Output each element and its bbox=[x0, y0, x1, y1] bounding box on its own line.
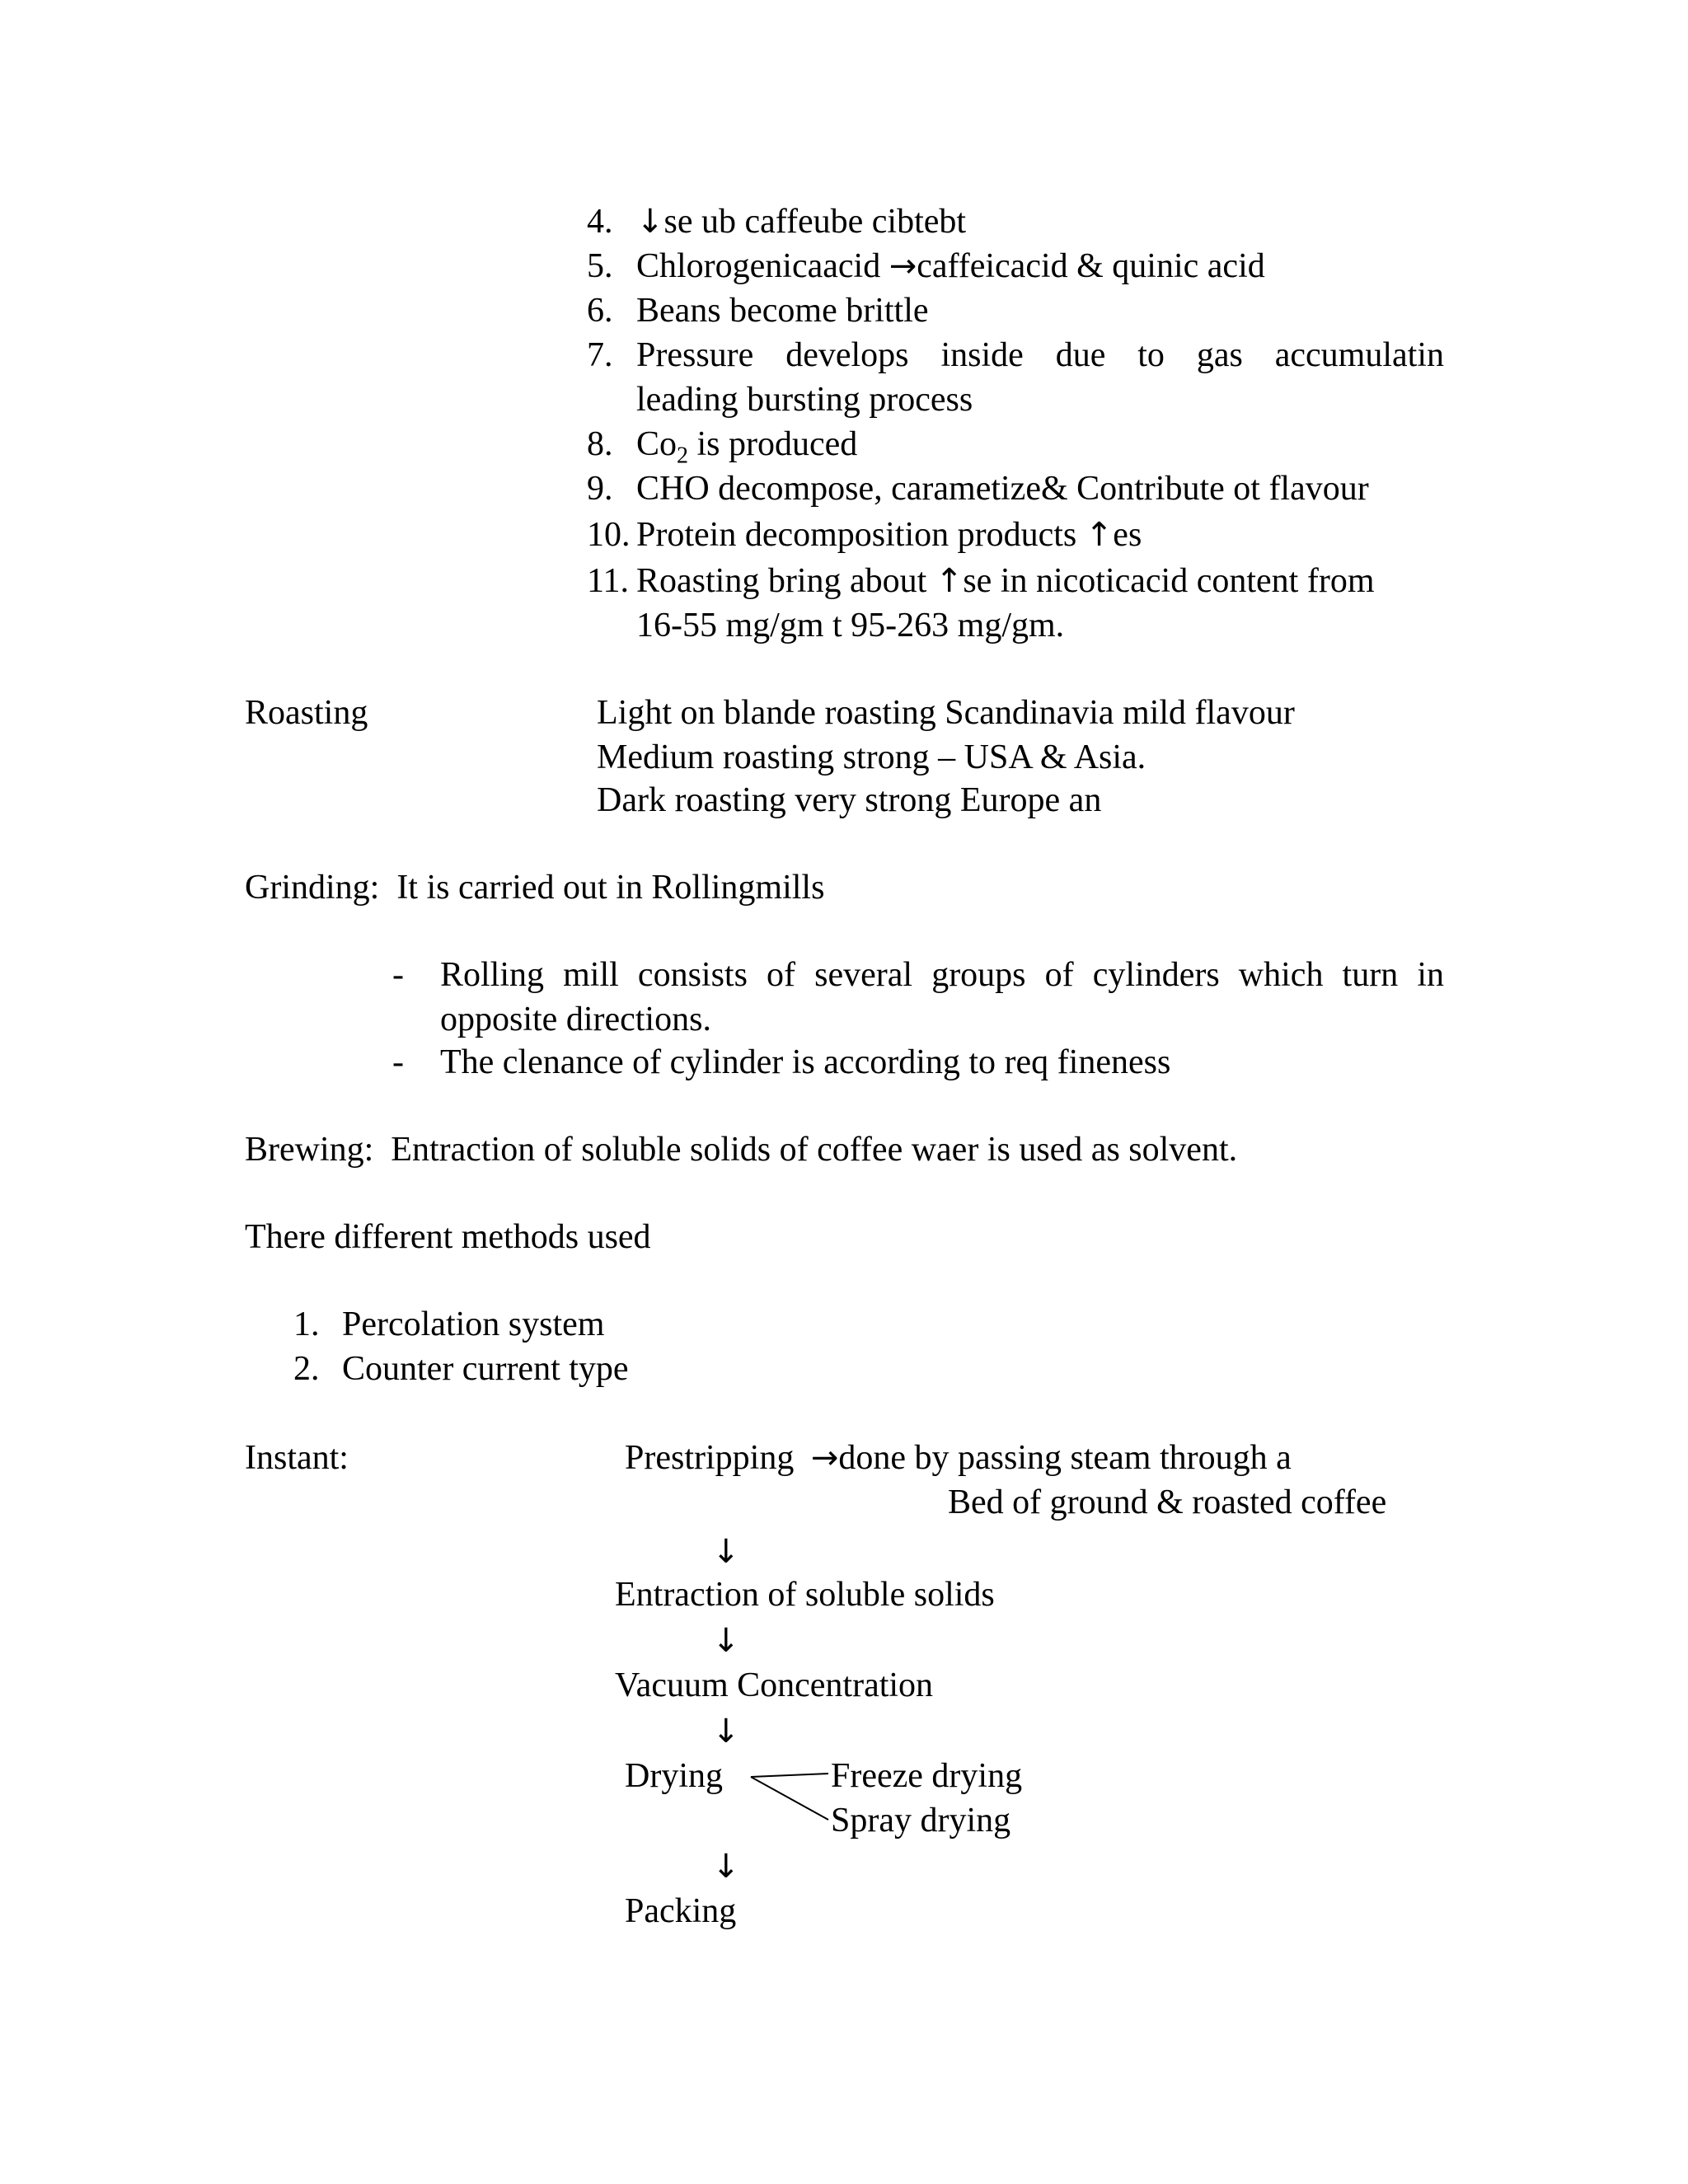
list-item-text: is produced bbox=[688, 425, 858, 463]
list-item-text: Roasting bring about bbox=[636, 562, 935, 600]
flow-step-vacuum-concentration: Vacuum Concentration bbox=[615, 1666, 934, 1704]
methods-intro: There different methods used bbox=[245, 1218, 651, 1256]
roasting-line: Medium roasting strong – USA & Asia. bbox=[597, 738, 1146, 776]
branch-line-spray bbox=[751, 1777, 828, 1820]
down-arrow-icon: ↓ bbox=[636, 203, 664, 241]
prestripping-note: done by passing steam through a bbox=[838, 1439, 1292, 1477]
bullet-text: The clenance of cylinder is according to req fineness bbox=[440, 1043, 1171, 1081]
list-number: 8. bbox=[587, 425, 613, 463]
bullet-dash: - bbox=[392, 956, 404, 994]
bullet-text: opposite directions. bbox=[440, 1001, 711, 1038]
right-arrow-icon: → bbox=[889, 247, 917, 285]
prestripping-note: Bed of ground & roasted coffee bbox=[948, 1483, 1387, 1521]
instant-label: Instant: bbox=[245, 1439, 349, 1477]
bullet-dash: - bbox=[392, 1043, 404, 1081]
list-item-text: Protein decomposition products bbox=[636, 516, 1085, 554]
bullet-text: Rolling mill consists of several groups of cylinders which turn in bbox=[440, 956, 1444, 994]
down-arrow-icon: ↓ bbox=[712, 1848, 740, 1886]
drying-option-spray: Spray drying bbox=[831, 1802, 1011, 1840]
brewing-heading: Brewing: Entraction of soluble solids of coffee waer is used as solvent. bbox=[245, 1131, 1238, 1169]
list-number: 7. bbox=[587, 336, 613, 374]
down-arrow-icon: ↓ bbox=[712, 1622, 740, 1660]
grinding-heading: Grinding: It is carried out in Rollingmills bbox=[245, 869, 825, 907]
list-item-text: leading bursting process bbox=[636, 381, 973, 419]
list-item-text: Co bbox=[636, 425, 678, 463]
list-item-text: Counter current type bbox=[342, 1350, 629, 1388]
right-arrow-icon: → bbox=[810, 1439, 839, 1477]
list-item-text: se ub caffeube cibtebt bbox=[663, 203, 967, 241]
list-item-text: Chlorogenicaacid bbox=[636, 247, 889, 285]
roasting-line: Light on blande roasting Scandinavia mild flavour bbox=[597, 694, 1295, 732]
drying-branch-lines bbox=[746, 1762, 837, 1836]
list-number: 2. bbox=[293, 1350, 320, 1388]
up-arrow-icon: ↑ bbox=[935, 562, 964, 600]
down-arrow-icon: ↓ bbox=[712, 1713, 740, 1750]
flow-step-prestripping: Prestripping bbox=[625, 1439, 795, 1477]
list-number: 4. bbox=[587, 203, 613, 241]
down-arrow-icon: ↓ bbox=[712, 1533, 740, 1571]
branch-line-freeze bbox=[751, 1774, 828, 1777]
list-number: 5. bbox=[587, 247, 613, 285]
up-arrow-icon: ↑ bbox=[1085, 516, 1114, 554]
list-number: 11. bbox=[587, 562, 629, 600]
list-number: 10. bbox=[587, 516, 631, 554]
list-number: 6. bbox=[587, 292, 613, 330]
list-item-text: Pressure develops inside due to gas accumulatin bbox=[636, 336, 1444, 374]
subscript: 2 bbox=[677, 443, 689, 469]
flow-step-drying: Drying bbox=[625, 1757, 723, 1795]
list-number: 1. bbox=[293, 1305, 320, 1343]
list-item-text: se in nicoticacid content from bbox=[963, 562, 1375, 600]
list-item-text: Percolation system bbox=[342, 1305, 605, 1343]
list-item-text: es bbox=[1113, 516, 1142, 554]
roasting-label: Roasting bbox=[245, 694, 368, 732]
list-item-text: caffeicacid & quinic acid bbox=[917, 247, 1265, 285]
roasting-line: Dark roasting very strong Europe an bbox=[597, 781, 1102, 819]
list-number: 9. bbox=[587, 470, 613, 508]
list-item-text: 16-55 mg/gm t 95-263 mg/gm. bbox=[636, 607, 1065, 644]
list-item-text: Beans become brittle bbox=[636, 292, 929, 330]
flow-step-extraction: Entraction of soluble solids bbox=[615, 1576, 995, 1614]
list-item-text: CHO decompose, carametize& Contribute ot flavour bbox=[636, 470, 1369, 508]
drying-option-freeze: Freeze drying bbox=[831, 1757, 1023, 1795]
flow-step-packing: Packing bbox=[625, 1892, 737, 1930]
